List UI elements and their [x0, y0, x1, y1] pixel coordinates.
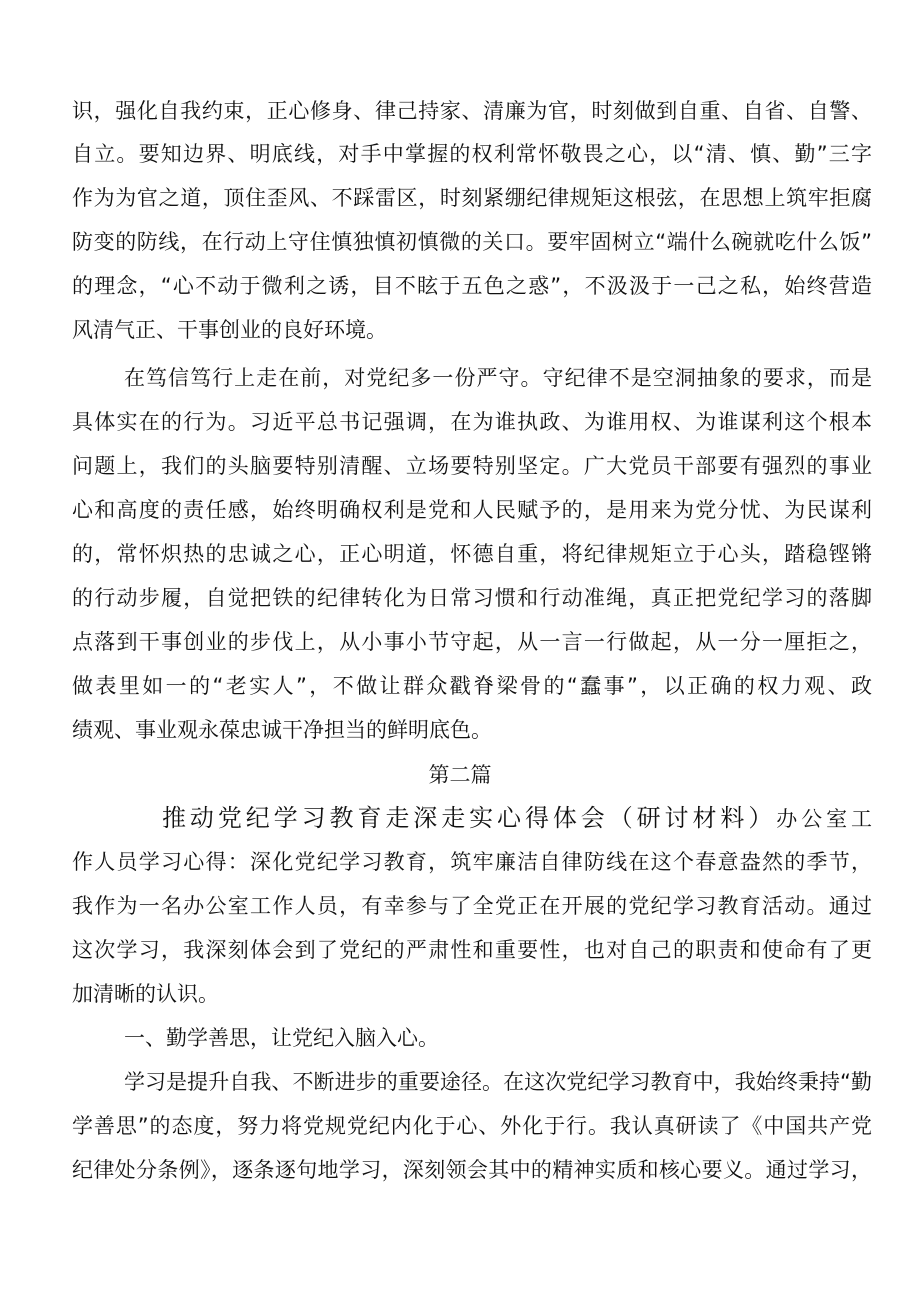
para3-line-4: 加清晰的认识。 [72, 982, 219, 1006]
para2-line-7: 点落到干事创业的步伐上，从小事小节守起，从一言一行做起，从一分一厘拒之， [72, 630, 872, 654]
para1-line-5: 的理念，“心不动于微利之诱，目不眩于五色之惑”，不汲汲于一己之私，始终营造 [72, 274, 872, 298]
para1-line-2: 自立。要知边界、明底线，对手中掌握的权利常怀敬畏之心，以“清、慎、勤”三字 [72, 142, 872, 166]
para3-line-3: 这次学习，我深刻体会到了党纪的严肃性和重要性，也对自己的职责和使命有了更 [72, 938, 872, 962]
para1-line-3: 作为为官之道，顶住歪风、不踩雷区，时刻紧绷纪律规矩这根弦，在思想上筑牢拒腐 [72, 186, 872, 210]
article-title: 推动党纪学习教育走深走实心得体会（研讨材料） [162, 804, 777, 832]
para2-line-1: 在笃信笃行上走在前，对党纪多一份严守。守纪律不是空洞抽象的要求，而是 [124, 366, 872, 390]
para2-line-3: 问题上，我们的头脑要特别清醒、立场要特别坚定。广大党员干部要有强烈的事业 [72, 454, 872, 478]
para2-line-6: 的行动步履，自觉把铁的纪律转化为日常习惯和行动准绳，真正把党纪学习的落脚 [72, 586, 872, 610]
para1-line-1: 识，强化自我约束，正心修身、律己持家、清廉为官，时刻做到自重、自省、自警、 [72, 99, 872, 123]
para1-line-4: 防变的防线，在行动上守住慎独慎初慎微的关口。要牢固树立“端什么碗就吃什么饭” [72, 230, 872, 254]
para2-line-9: 绩观、事业观永葆忠诚干净担当的鲜明底色。 [72, 718, 492, 742]
para2-line-4: 心和高度的责任感，始终明确权利是党和人民赋予的，是用来为党分忧、为民谋利 [72, 498, 872, 522]
section-heading: 第二篇 [428, 763, 492, 787]
para2-line-5: 的，常怀炽热的忠诚之心，正心明道，怀德自重，将纪律规矩立于心头，踏稳铿锵 [72, 542, 872, 566]
article-title-line [162, 797, 872, 839]
para1-line-6: 风清气正、干事创业的良好环境。 [72, 318, 387, 342]
para4-line-2: 学善思”的态度，努力将党规党纪内化于心、外化于行。我认真研读了《中国共产党 [72, 1114, 872, 1138]
para3-line-1: 作人员学习心得：深化党纪学习教育，筑牢廉洁自律防线在这个春意盎然的季节， [72, 850, 872, 874]
para3-line-2: 我作为一名办公室工作人员，有幸参与了全党正在开展的党纪学习教育活动。通过 [72, 894, 872, 918]
para4-line-1: 学习是提升自我、不断进步的重要途径。在这次党纪学习教育中，我始终秉持“勤 [124, 1070, 872, 1094]
para2-line-8: 做表里如一的“老实人”，不做让群众戳脊梁骨的“蠢事”，以正确的权力观、政 [72, 674, 872, 698]
para2-line-2: 具体实在的行为。习近平总书记强调，在为谁执政、为谁用权、为谁谋利这个根本 [72, 410, 872, 434]
para4-line-3: 纪律处分条例》，逐条逐句地学习，深刻领会其中的精神实质和核心要义。通过学习， [72, 1158, 872, 1182]
subheading: 一、勤学善思，让党纪入脑入心。 [124, 1026, 439, 1050]
article-title-tail: 办公室工 [776, 807, 872, 831]
